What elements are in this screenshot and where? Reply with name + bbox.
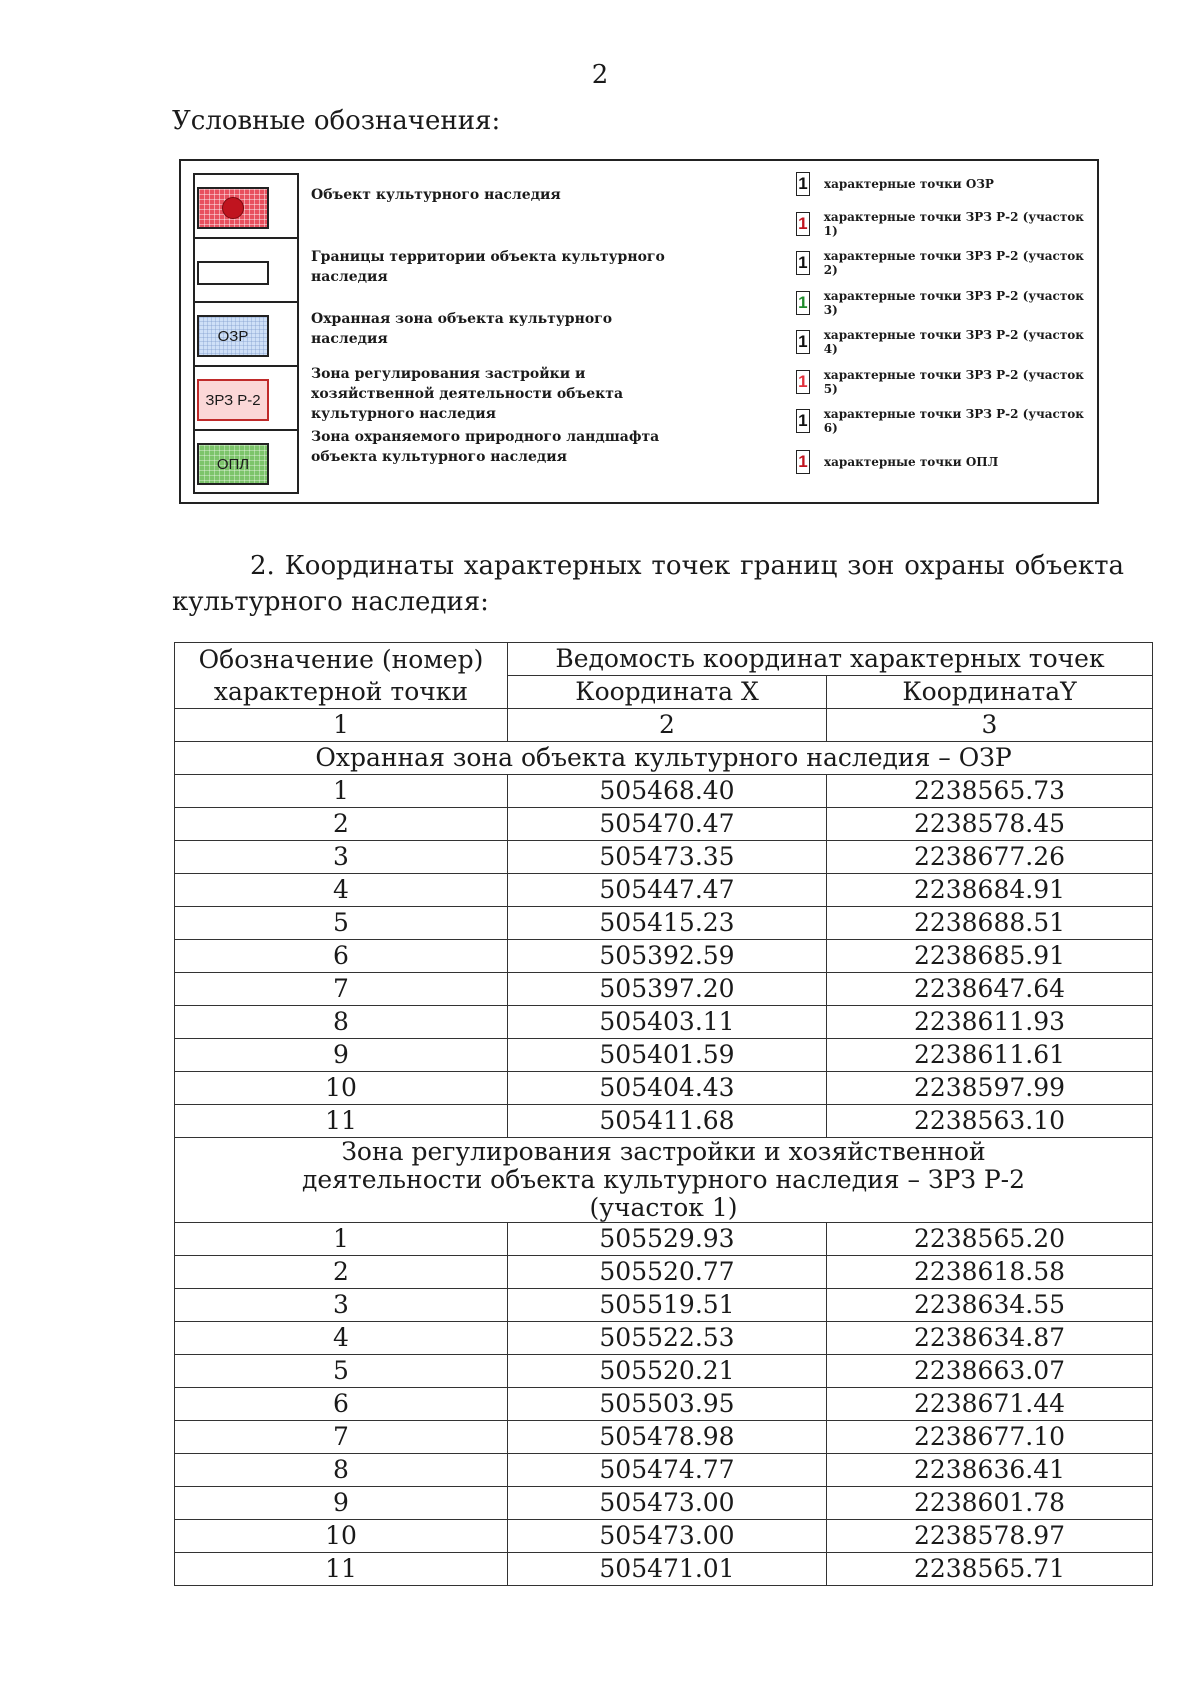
table-row [175,1355,1153,1388]
section-heading: 2. Координаты характерных точек границ зон охраны объекта культурного наследия: [172,551,1124,617]
legend-marker-item [796,408,1097,434]
legend-marker-label: характерные точки ЗРЗ Р-2 (участок 1) [823,210,1084,238]
point-number-cell: 4 [175,874,508,907]
point-number-cell: 5 [175,907,508,940]
ozr-swatch: ОЗР [197,315,269,357]
coordinate-x-cell: 505447.47 [508,874,827,907]
point-marker-icon: 1 [796,330,810,354]
header-coordinates-group: Ведомость координат характерных точек [508,643,1153,676]
coordinate-y-cell: 2238634.55 [827,1289,1153,1322]
zrz-swatch: ЗРЗ Р-2 [197,379,269,421]
point-number-cell: 10 [175,1072,508,1105]
point-number-cell: 11 [175,1105,508,1138]
table-row [175,775,1153,808]
legend-box [179,159,1099,504]
coordinate-y-cell: 2238677.26 [827,841,1153,874]
point-marker-icon: 1 [796,409,810,433]
coordinate-x-cell: 505519.51 [508,1289,827,1322]
point-number-cell: 2 [175,808,508,841]
table-row [175,874,1153,907]
point-marker-icon: 1 [796,291,810,315]
point-number-cell: 3 [175,1289,508,1322]
coordinate-x-cell: 505403.11 [508,1006,827,1039]
coordinate-x-cell: 505478.98 [508,1421,827,1454]
coordinate-x-cell: 505520.77 [508,1256,827,1289]
legend-marker-item [796,369,1097,395]
coordinate-y-cell: 2238563.10 [827,1105,1153,1138]
coordinate-x-cell: 505470.47 [508,808,827,841]
legend-swatch-zrz [195,367,297,431]
coordinate-y-cell: 2238671.44 [827,1388,1153,1421]
legend-marker-item [796,329,1097,355]
point-number-cell: 3 [175,841,508,874]
point-marker-icon: 1 [796,212,810,236]
point-number-cell: 5 [175,1355,508,1388]
coordinate-y-cell: 2238578.45 [827,808,1153,841]
table-row [175,1322,1153,1355]
coordinate-y-cell: 2238578.97 [827,1520,1153,1553]
legend-label-okn: Объект культурного наследия [311,187,561,203]
zone-section-row [175,1138,1153,1223]
table-row [175,841,1153,874]
point-number-cell: 4 [175,1322,508,1355]
point-number-cell: 1 [175,775,508,808]
coordinate-x-cell: 505474.77 [508,1454,827,1487]
coordinates-table [174,642,1153,1586]
coordinate-x-cell: 505468.40 [508,775,827,808]
legend-swatch-column [193,173,299,494]
territory-border-swatch [197,261,269,285]
point-number-cell: 8 [175,1454,508,1487]
zone-section-title: Зона регулирования застройки и хозяйственной деятельности объекта культурного наследия – ЗРЗ Р-2 (участок 1) [175,1138,1153,1223]
coordinate-x-cell: 505503.95 [508,1388,827,1421]
legend-title: Условные обозначения: [172,106,501,136]
coordinate-y-cell: 2238565.71 [827,1553,1153,1586]
table-row [175,1072,1153,1105]
coordinate-y-cell: 2238618.58 [827,1256,1153,1289]
coordinate-y-cell: 2238565.20 [827,1223,1153,1256]
table-row [175,1487,1153,1520]
table-row [175,808,1153,841]
coordinate-x-cell: 505404.43 [508,1072,827,1105]
legend-marker-label: характерные точки ЗРЗ Р-2 (участок 5) [823,368,1084,396]
legend-marker-label: характерные точки ОЗР [824,177,994,191]
point-marker-icon: 1 [796,370,810,394]
zone-section-row [175,742,1153,775]
table-row [175,1039,1153,1072]
point-number-cell: 6 [175,940,508,973]
coordinate-y-cell: 2238597.99 [827,1072,1153,1105]
legend-marker-label: характерные точки ЗРЗ Р-2 (участок 6) [823,407,1084,435]
legend-swatch-ozr [195,303,297,367]
legend-marker-label: характерные точки ОПЛ [824,455,999,469]
coordinate-y-cell: 2238647.64 [827,973,1153,1006]
coordinate-y-cell: 2238611.93 [827,1006,1153,1039]
legend-marker-item [796,250,1097,276]
legend-marker-label: характерные точки ЗРЗ Р-2 (участок 4) [823,328,1084,356]
table-row [175,1454,1153,1487]
point-number-cell: 10 [175,1520,508,1553]
legend-marker-item [796,211,1097,237]
point-number-cell: 7 [175,973,508,1006]
legend-marker-item [796,449,998,475]
coordinate-x-cell: 505520.21 [508,1355,827,1388]
point-number-cell: 9 [175,1039,508,1072]
legend-label-territory: Границы территории объекта культурного наследия [311,249,665,285]
legend-marker-item [796,290,1097,316]
page-number: 2 [591,60,609,90]
coordinate-x-cell: 505397.20 [508,973,827,1006]
table-row [175,940,1153,973]
column-number: 1 [175,709,508,742]
legend-swatch-territory [195,239,297,303]
point-number-cell: 2 [175,1256,508,1289]
coordinate-y-cell: 2238565.73 [827,775,1153,808]
table-header-row [175,643,1153,676]
coordinate-y-cell: 2238636.41 [827,1454,1153,1487]
opl-swatch: ОПЛ [197,443,269,485]
coordinate-x-cell: 505392.59 [508,940,827,973]
table-row [175,1520,1153,1553]
header-coordinate-y: КоординатаY [827,676,1153,709]
coordinate-x-cell: 505411.68 [508,1105,827,1138]
legend-label-opl: Зона охраняемого природного ландшафта объекта культурного наследия [311,429,660,465]
point-number-cell: 7 [175,1421,508,1454]
point-marker-icon: 1 [796,251,810,275]
coordinate-x-cell: 505473.00 [508,1520,827,1553]
table-row [175,1388,1153,1421]
point-number-cell: 8 [175,1006,508,1039]
legend-marker-label: характерные точки ЗРЗ Р-2 (участок 2) [823,249,1084,277]
table-row [175,1105,1153,1138]
point-marker-icon: 1 [796,450,810,474]
header-point-designation: Обозначение (номер) характерной точки [175,643,508,709]
coordinate-y-cell: 2238634.87 [827,1322,1153,1355]
coordinate-x-cell: 505415.23 [508,907,827,940]
coordinate-x-cell: 505522.53 [508,1322,827,1355]
legend-swatch-opl [195,431,297,492]
coordinate-x-cell: 505473.00 [508,1487,827,1520]
header-coordinate-x: Координата X [508,676,827,709]
coordinate-x-cell: 505471.01 [508,1553,827,1586]
coordinate-y-cell: 2238685.91 [827,940,1153,973]
column-number: 2 [508,709,827,742]
coordinate-y-cell: 2238601.78 [827,1487,1153,1520]
coordinate-x-cell: 505529.93 [508,1223,827,1256]
table-row [175,973,1153,1006]
legend-label-ozr: Охранная зона объекта культурного наследия [311,311,613,347]
table-row [175,1223,1153,1256]
point-number-cell: 9 [175,1487,508,1520]
zone-section-title: Охранная зона объекта культурного наследия – ОЗР [175,742,1153,775]
table-row [175,1421,1153,1454]
coordinate-y-cell: 2238611.61 [827,1039,1153,1072]
point-number-cell: 6 [175,1388,508,1421]
legend-marker-item [796,171,994,197]
legend-label-zrz: Зона регулирования застройки и хозяйственной деятельности объекта культурного наследия [311,366,624,422]
table-row [175,907,1153,940]
table-row [175,1289,1153,1322]
column-number: 3 [827,709,1153,742]
coordinate-y-cell: 2238688.51 [827,907,1153,940]
legend-marker-label: характерные точки ЗРЗ Р-2 (участок 3) [823,289,1084,317]
table-row [175,1553,1153,1586]
coordinate-x-cell: 505473.35 [508,841,827,874]
table-row [175,1256,1153,1289]
point-marker-icon: 1 [796,172,810,196]
point-number-cell: 1 [175,1223,508,1256]
coordinate-y-cell: 2238663.07 [827,1355,1153,1388]
point-number-cell: 11 [175,1553,508,1586]
coordinate-y-cell: 2238684.91 [827,874,1153,907]
coordinate-y-cell: 2238677.10 [827,1421,1153,1454]
heritage-object-dot-icon [222,197,244,219]
heritage-object-swatch [197,187,269,229]
table-row [175,1006,1153,1039]
legend-swatch-okn [195,175,297,239]
coordinate-x-cell: 505401.59 [508,1039,827,1072]
column-number-row [175,709,1153,742]
